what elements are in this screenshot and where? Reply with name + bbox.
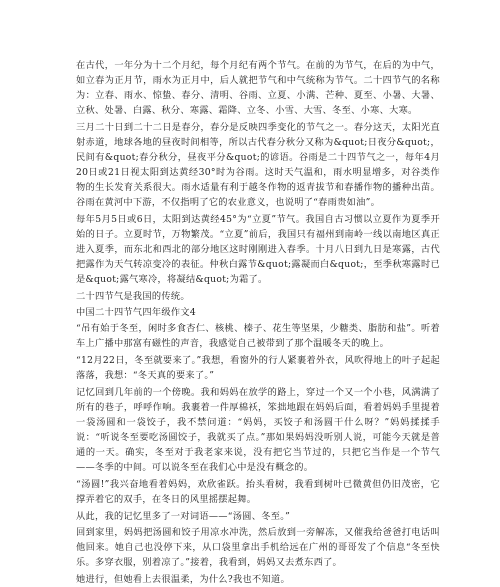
essay-title: 中国二十四节气四年级作文4 xyxy=(76,307,196,318)
paragraph-memory: 记忆回到几年前的一个傍晚。我和妈妈在放学的路上，穿过一个又一个小巷，风满满了所有的巷子，呼呼作响。我裹着一件厚棉袄，笨拙地跟在妈妈后面，看着妈妈手里提着一袋汤圆和一袋饺子，我不禁问道：“妈妈，买饺子和汤圆干什么呀？”妈妈揉揉手说：“听说冬至要吃汤圆饺子，我就买了点。”那如果妈妈没听别人说，可能今天就是普通的一天。确实，冬至对于我老家来说，没有把它当节过的，只把它当作是一个节气——冬季的中间。可以说冬至在我们心中是没有概念的。 xyxy=(76,387,440,473)
paragraph-cut-off: 她进行，但她看上去很温柔，为什么?我也不知道。 xyxy=(76,574,290,585)
paragraph-home: 回到家里，妈妈把汤圆和饺子用凉水冲洗，然后放到一旁解冻，又催我给爸爸打电话叫他回来。她自己也没停下来，从口袋里拿出手机给远在广州的哥哥发了个信息“冬至快乐。多穿衣服，别着凉了。”接着，我看到，妈妈又去煮东西了。 xyxy=(76,527,440,568)
paragraph-start-of-summer: 每年5月5日或6日，太阳到达黄经45°为“立夏”节气。我国自古习惯以立夏作为夏季开始的日子。立夏时节，万物繁茂。“立夏”前后，我国只有福州到南岭一线以南地区真正进入夏季，而东北和西北的部分地区这时刚刚进入春季。十月八日到九日是寒露，古代把露作为天气转凉变冷的表征。仲秋白露节&quot;露凝而白&quot;，至季秋寒露时已是&quot;露气寒冷，将凝结&quot;为霜了。 xyxy=(76,214,440,285)
paragraph-word-pair: 从此，我的记忆里多了一对词语——“汤圆、冬至。” xyxy=(76,511,291,522)
paragraph-solar-terms-origin: 在古代，一年分为十二个月纪，每个月纪有两个节气。在前的为节气，在后的为中气，如立春为正月节，雨水为正月中，后人就把节气和中气统称为节气。二十四节气的名称为：立春、雨水、惊蛰、春分、清明、谷雨、立夏、小满、芒种、夏至、小暑、大暑、立秋、处暑、白露、秋分、寒露、霜降、立冬、小雪、大雪、冬至、小寒、大寒。 xyxy=(76,60,440,116)
paragraph-winter-solstice-coming: “12月22日，冬至就要来了。”我想，看窗外的行人紧裹着外衣，风吹得地上的叶子起起落落，我想：“冬天真的要来了。” xyxy=(76,355,440,381)
paragraph-tradition: 二十四节气是我国的传统。 xyxy=(76,291,190,302)
paragraph-radio: “吊有始于冬至，闲时多食杏仁、核桃、榛子、花生等坚果，少糖类、脂肪和盐”。听着车上广播中那富有磁性的声音，我感觉自己被带到了那个温暖冬天的晚上。 xyxy=(76,323,440,349)
paragraph-spring-equinox: 三月二十日到二十二日是春分，春分是反映四季变化的节气之一。春分这天，太阳光直射赤道，地球各地的昼夜时间相等，所以古代春分秋分又称为&quot;日夜分&quot;，民间有&quot;春分秋分，昼夜平分&quot;的谚语。谷雨是二十四节气之一，每年4月20日或21日视太阳到达黄经30°时为谷雨。这时天气温和，雨水明显增多，对谷类作物的生长发育关系很大。雨水适量有利于越冬作物的返青拔节和春播作物的播种出苗。谷雨在黄河中下游，不仅指明了它的农业意义，也说明了“春雨贵如油”。 xyxy=(76,122,440,208)
paragraph-tangyuan: “汤圆!”我兴奋地看着妈妈，欢欣雀跃。抬头看树，我看到树叶已微黄但仍旧茂密，它撑弄着它的双手，在冬日的风里摇摆起舞。 xyxy=(76,479,440,505)
